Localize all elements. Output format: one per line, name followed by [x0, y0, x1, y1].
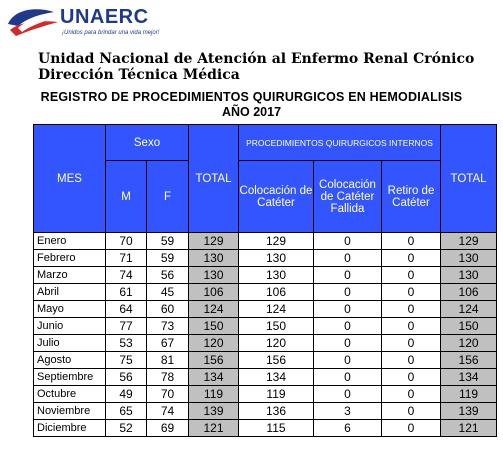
institution-name: Unidad Nacional de Atención al Enfermo Renal Crónico	[38, 51, 475, 67]
total-procedures-cell: 129	[441, 233, 497, 250]
table-row	[34, 267, 497, 284]
total-patients-cell: 139	[189, 403, 239, 420]
catheter-placement-cell: 120	[239, 335, 314, 352]
male-count-cell: 75	[106, 352, 147, 369]
logo-tagline: ¡Unidos para brindar una vida mejor!	[62, 30, 160, 36]
catheter-failed-cell: 0	[314, 267, 382, 284]
total-patients-cell: 106	[189, 284, 239, 301]
male-count-cell: 64	[106, 301, 147, 318]
catheter-removal-cell: 0	[382, 301, 441, 318]
unaerc-logo	[4, 2, 160, 42]
logo-brand-text: UNAERC	[60, 6, 149, 28]
month-cell: Julio	[34, 335, 106, 352]
header-sexo: Sexo	[106, 125, 189, 161]
male-count-cell: 61	[106, 284, 147, 301]
table-row	[34, 250, 497, 267]
total-procedures-cell: 139	[441, 403, 497, 420]
catheter-failed-cell: 0	[314, 352, 382, 369]
month-cell: Mayo	[34, 301, 106, 318]
female-count-cell: 73	[147, 318, 189, 335]
total-patients-cell: 129	[189, 233, 239, 250]
total-patients-cell: 124	[189, 301, 239, 318]
catheter-failed-cell: 0	[314, 250, 382, 267]
female-count-cell: 74	[147, 403, 189, 420]
female-count-cell: 59	[147, 250, 189, 267]
total-patients-cell: 150	[189, 318, 239, 335]
table-row	[34, 284, 497, 301]
male-count-cell: 77	[106, 318, 147, 335]
catheter-placement-cell: 130	[239, 267, 314, 284]
month-cell: Abril	[34, 284, 106, 301]
catheter-failed-cell: 6	[314, 420, 382, 437]
catheter-placement-cell: 156	[239, 352, 314, 369]
catheter-removal-cell: 0	[382, 420, 441, 437]
female-count-cell: 78	[147, 369, 189, 386]
male-count-cell: 56	[106, 369, 147, 386]
header-m: M	[106, 161, 147, 233]
female-count-cell: 69	[147, 420, 189, 437]
male-count-cell: 65	[106, 403, 147, 420]
female-count-cell: 59	[147, 233, 189, 250]
total-patients-cell: 130	[189, 250, 239, 267]
catheter-placement-cell: 124	[239, 301, 314, 318]
month-cell: Diciembre	[34, 420, 106, 437]
catheter-failed-cell: 0	[314, 386, 382, 403]
catheter-removal-cell: 0	[382, 403, 441, 420]
table-row	[34, 335, 497, 352]
total-procedures-cell: 156	[441, 352, 497, 369]
total-procedures-cell: 119	[441, 386, 497, 403]
kidney-logo-icon	[4, 2, 60, 42]
male-count-cell: 74	[106, 267, 147, 284]
female-count-cell: 45	[147, 284, 189, 301]
catheter-failed-cell: 0	[314, 301, 382, 318]
total-procedures-cell: 106	[441, 284, 497, 301]
table-row	[34, 352, 497, 369]
catheter-removal-cell: 0	[382, 386, 441, 403]
total-procedures-cell: 124	[441, 301, 497, 318]
male-count-cell: 70	[106, 233, 147, 250]
catheter-removal-cell: 0	[382, 233, 441, 250]
table-row	[34, 386, 497, 403]
month-cell: Junio	[34, 318, 106, 335]
total-procedures-cell: 130	[441, 250, 497, 267]
total-procedures-cell: 134	[441, 369, 497, 386]
total-patients-cell: 121	[189, 420, 239, 437]
catheter-removal-cell: 0	[382, 267, 441, 284]
header-total: TOTAL	[189, 125, 239, 233]
total-procedures-cell: 150	[441, 318, 497, 335]
table-row	[34, 318, 497, 335]
female-count-cell: 70	[147, 386, 189, 403]
catheter-failed-cell: 0	[314, 335, 382, 352]
table-body	[34, 233, 497, 437]
catheter-removal-cell: 0	[382, 369, 441, 386]
female-count-cell: 56	[147, 267, 189, 284]
month-cell: Noviembre	[34, 403, 106, 420]
catheter-failed-cell: 3	[314, 403, 382, 420]
month-cell: Febrero	[34, 250, 106, 267]
department-name: Dirección Técnica Médica	[38, 67, 240, 83]
total-patients-cell: 134	[189, 369, 239, 386]
male-count-cell: 53	[106, 335, 147, 352]
total-procedures-cell: 121	[441, 420, 497, 437]
month-cell: Enero	[34, 233, 106, 250]
catheter-failed-cell: 0	[314, 233, 382, 250]
header-colocacion-cateter: Colocación de Catéter	[239, 161, 314, 233]
catheter-failed-cell: 0	[314, 318, 382, 335]
female-count-cell: 67	[147, 335, 189, 352]
catheter-placement-cell: 130	[239, 250, 314, 267]
month-cell: Octubre	[34, 386, 106, 403]
catheter-failed-cell: 0	[314, 284, 382, 301]
table-row	[34, 301, 497, 318]
report-title: REGISTRO DE PROCEDIMIENTOS QUIRURGICOS EN HEMODIALISIS	[40, 90, 463, 104]
total-patients-cell: 156	[189, 352, 239, 369]
total-patients-cell: 120	[189, 335, 239, 352]
month-cell: Agosto	[34, 352, 106, 369]
catheter-removal-cell: 0	[382, 318, 441, 335]
total-procedures-cell: 120	[441, 335, 497, 352]
catheter-placement-cell: 115	[239, 420, 314, 437]
catheter-placement-cell: 136	[239, 403, 314, 420]
total-procedures-cell: 130	[441, 267, 497, 284]
report-year: AÑO 2017	[221, 105, 282, 119]
table-row	[34, 403, 497, 420]
month-cell: Septiembre	[34, 369, 106, 386]
catheter-placement-cell: 129	[239, 233, 314, 250]
procedures-table	[33, 124, 497, 437]
header-retiro-cateter: Retiro de Catéter	[382, 161, 441, 233]
catheter-placement-cell: 134	[239, 369, 314, 386]
table-row	[34, 420, 497, 437]
total-patients-cell: 119	[189, 386, 239, 403]
catheter-removal-cell: 0	[382, 335, 441, 352]
catheter-removal-cell: 0	[382, 284, 441, 301]
total-patients-cell: 130	[189, 267, 239, 284]
catheter-placement-cell: 119	[239, 386, 314, 403]
header-f: F	[147, 161, 189, 233]
header-mes: MES	[34, 125, 106, 233]
female-count-cell: 81	[147, 352, 189, 369]
catheter-removal-cell: 0	[382, 352, 441, 369]
male-count-cell: 52	[106, 420, 147, 437]
header-colocacion-fallida: Colocación de Catéter Fallida	[314, 161, 382, 233]
male-count-cell: 49	[106, 386, 147, 403]
catheter-placement-cell: 106	[239, 284, 314, 301]
catheter-removal-cell: 0	[382, 250, 441, 267]
header-total-procedimientos: TOTAL	[441, 125, 497, 233]
header-procedimientos-group: PROCEDIMIENTOS QUIRURGICOS INTERNOS	[239, 125, 441, 161]
table-row	[34, 369, 497, 386]
male-count-cell: 71	[106, 250, 147, 267]
catheter-placement-cell: 150	[239, 318, 314, 335]
month-cell: Marzo	[34, 267, 106, 284]
table-row	[34, 233, 497, 250]
catheter-failed-cell: 0	[314, 369, 382, 386]
female-count-cell: 60	[147, 301, 189, 318]
